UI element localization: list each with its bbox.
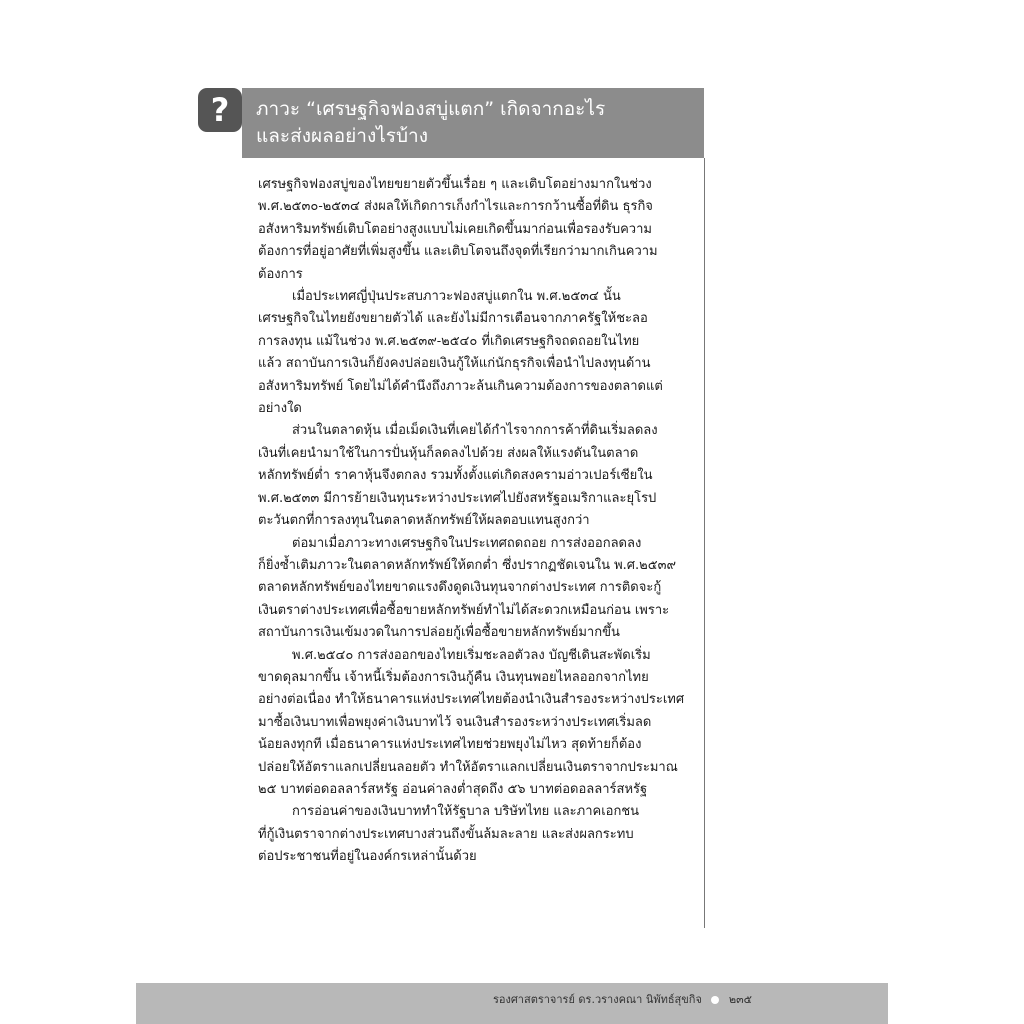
text-line: พ.ศ.๒๕๓๓ มีการย้ายเงินทุนระหว่างประเทศไปยังสหรัฐอเมริกาและยุโรป	[258, 490, 657, 506]
text-line: เมื่อประเทศญี่ปุ่นประสบภาวะฟองสบู่แตกใน พ.ศ.๒๕๓๔ นั้น	[292, 289, 621, 305]
page-footer	[136, 983, 888, 1024]
section-heading	[242, 88, 704, 158]
text-line: ที่กู้เงินตราจากต่างประเทศบางส่วนถึงขั้นล้มละลาย และส่งผลกระทบ	[258, 826, 634, 842]
text-line: อสังหาริมทรัพย์เติบโตอย่างสูงแบบไม่เคยเกิดขึ้นมาก่อนเพื่อรองรับความ	[258, 221, 652, 237]
text-line: เงินตราต่างประเทศเพื่อซื้อขายหลักทรัพย์ทำไม่ได้สะดวกเหมือนก่อน เพราะ	[258, 602, 670, 618]
text-line: ขาดดุลมากขึ้น เจ้าหนี้เริ่มต้องการเงินกู้คืน เงินทุนพอยไหลออกจากไทย	[258, 669, 649, 685]
text-line: สถาบันการเงินเข้มงวดในการปล่อยกู้เพื่อซื้อขายหลักทรัพย์มากขึ้น	[258, 625, 620, 641]
text-line: ปล่อยให้อัตราแลกเปลี่ยนลอยตัว ทำให้อัตราแลกเปลี่ยนเงินตราจากประมาณ	[258, 759, 678, 775]
text-line: หลักทรัพย์ต่ำ ราคาหุ้นจึงตกลง รวมทั้งตั้งแต่เกิดสงครามอ่าวเปอร์เซียใน	[258, 468, 653, 484]
text-line: อย่างต่อเนื่อง ทำให้ธนาคารแห่งประเทศไทยต้องนำเงินสำรองระหว่างประเทศ	[258, 692, 685, 708]
text-line: ตลาดหลักทรัพย์ของไทยขาดแรงดึงดูดเงินทุนจากต่างประเทศ การติดจะกู้	[258, 580, 662, 596]
heading-line-1: ภาวะ “เศรษฐกิจฟองสบู่แตก” เกิดจากอะไร	[256, 98, 606, 120]
text-line: อสังหาริมทรัพย์ โดยไม่ได้คำนึงถึงภาวะล้นเกินความต้องการของตลาดแต่	[258, 378, 663, 394]
paragraph	[258, 286, 690, 420]
text-line: พ.ศ.๒๕๔๐ การส่งออกของไทยเริ่มชะลอตัวลง บัญชีเดินสะพัดเริ่ม	[292, 647, 651, 663]
paragraph	[258, 533, 690, 645]
text-line: ต่อประชาชนที่อยู่ในองค์กรเหล่านั้นด้วย	[258, 849, 477, 865]
text-line: เงินที่เคยนำมาใช้ในการปั่นหุ้นก็ลดลงไปด้วย ส่งผลให้แรงดันในตลาด	[258, 445, 639, 461]
text-line: ต้องการที่อยู่อาศัยที่เพิ่มสูงขึ้น และเติบโตจนถึงจุดที่เรียกว่ามากเกินความ	[258, 244, 658, 260]
paragraph	[258, 174, 690, 286]
footer-author: รองศาสตราจารย์ ดร.วรางคณา นิพัทธ์สุขกิจ	[492, 993, 702, 1006]
text-line: ๒๕ บาทต่อดอลลาร์สหรัฐ อ่อนค่าลงต่ำสุดถึง ๕๖ บาทต่อดอลลาร์สหรัฐ	[258, 781, 648, 797]
bullet-dot-icon	[711, 996, 719, 1004]
text-line: เศรษฐกิจในไทยยังขยายตัวได้ และยังไม่มีการเตือนจากภาครัฐให้ชะลอ	[258, 311, 648, 327]
text-line: ก็ยิ่งซ้ำเติมภาวะในตลาดหลักทรัพย์ให้ตกต่ำ ซึ่งปรากฏชัดเจนใน พ.ศ.๒๕๓๙	[258, 557, 676, 573]
text-line: มาซื้อเงินบาทเพื่อพยุงค่าเงินบาทไว้ จนเงินสำรองระหว่างประเทศเริ่มลด	[258, 714, 652, 730]
text-line: อย่างใด	[258, 401, 302, 417]
paragraph	[258, 801, 690, 868]
text-line: ต้องการ	[258, 266, 303, 282]
text-line: การลงทุน แม้ในช่วง พ.ศ.๒๕๓๙-๒๕๔๐ ที่เกิดเศรษฐกิจถดถอยในไทย	[258, 333, 640, 349]
paragraph	[258, 645, 690, 802]
text-line: พ.ศ.๒๕๓๐-๒๕๓๔ ส่งผลให้เกิดการเก็งกำไรและการกว้านซื้อที่ดิน ธุรกิจ	[258, 199, 653, 215]
text-line: การอ่อนค่าของเงินบาททำให้รัฐบาล บริษัทไทย และภาคเอกชน	[292, 804, 640, 820]
text-line: แล้ว สถาบันการเงินก็ยังคงปล่อยเงินกู้ให้แก่นักธุรกิจเพื่อนำไปลงทุนด้าน	[258, 356, 651, 372]
text-line: ส่วนในตลาดหุ้น เมื่อเม็ดเงินที่เคยได้กำไรจากการค้าที่ดินเริ่มลดลง	[292, 423, 658, 439]
vertical-divider	[704, 158, 705, 928]
page-number: ๒๓๕	[728, 993, 752, 1006]
footer-line	[493, 990, 752, 1008]
text-line: เศรษฐกิจฟองสบู่ของไทยขยายตัวขึ้นเรื่อย ๆ และเติบโตอย่างมากในช่วง	[258, 177, 652, 192]
paragraph	[258, 420, 690, 532]
text-line: ต่อมาเมื่อภาวะทางเศรษฐกิจในประเทศถดถอย การส่งออกลดลง	[292, 535, 642, 551]
text-line: น้อยลงทุกที เมื่อธนาคารแห่งประเทศไทยช่วยพยุงไม่ไหว สุดท้ายก็ต้อง	[258, 737, 642, 753]
text-line: ตะวันตกที่การลงทุนในตลาดหลักทรัพย์ให้ผลตอบแทนสูงกว่า	[258, 513, 590, 529]
body-text	[258, 174, 690, 869]
question-mark-icon: ?	[198, 88, 242, 132]
heading-line-2: และส่งผลอย่างไรบ้าง	[256, 125, 429, 147]
